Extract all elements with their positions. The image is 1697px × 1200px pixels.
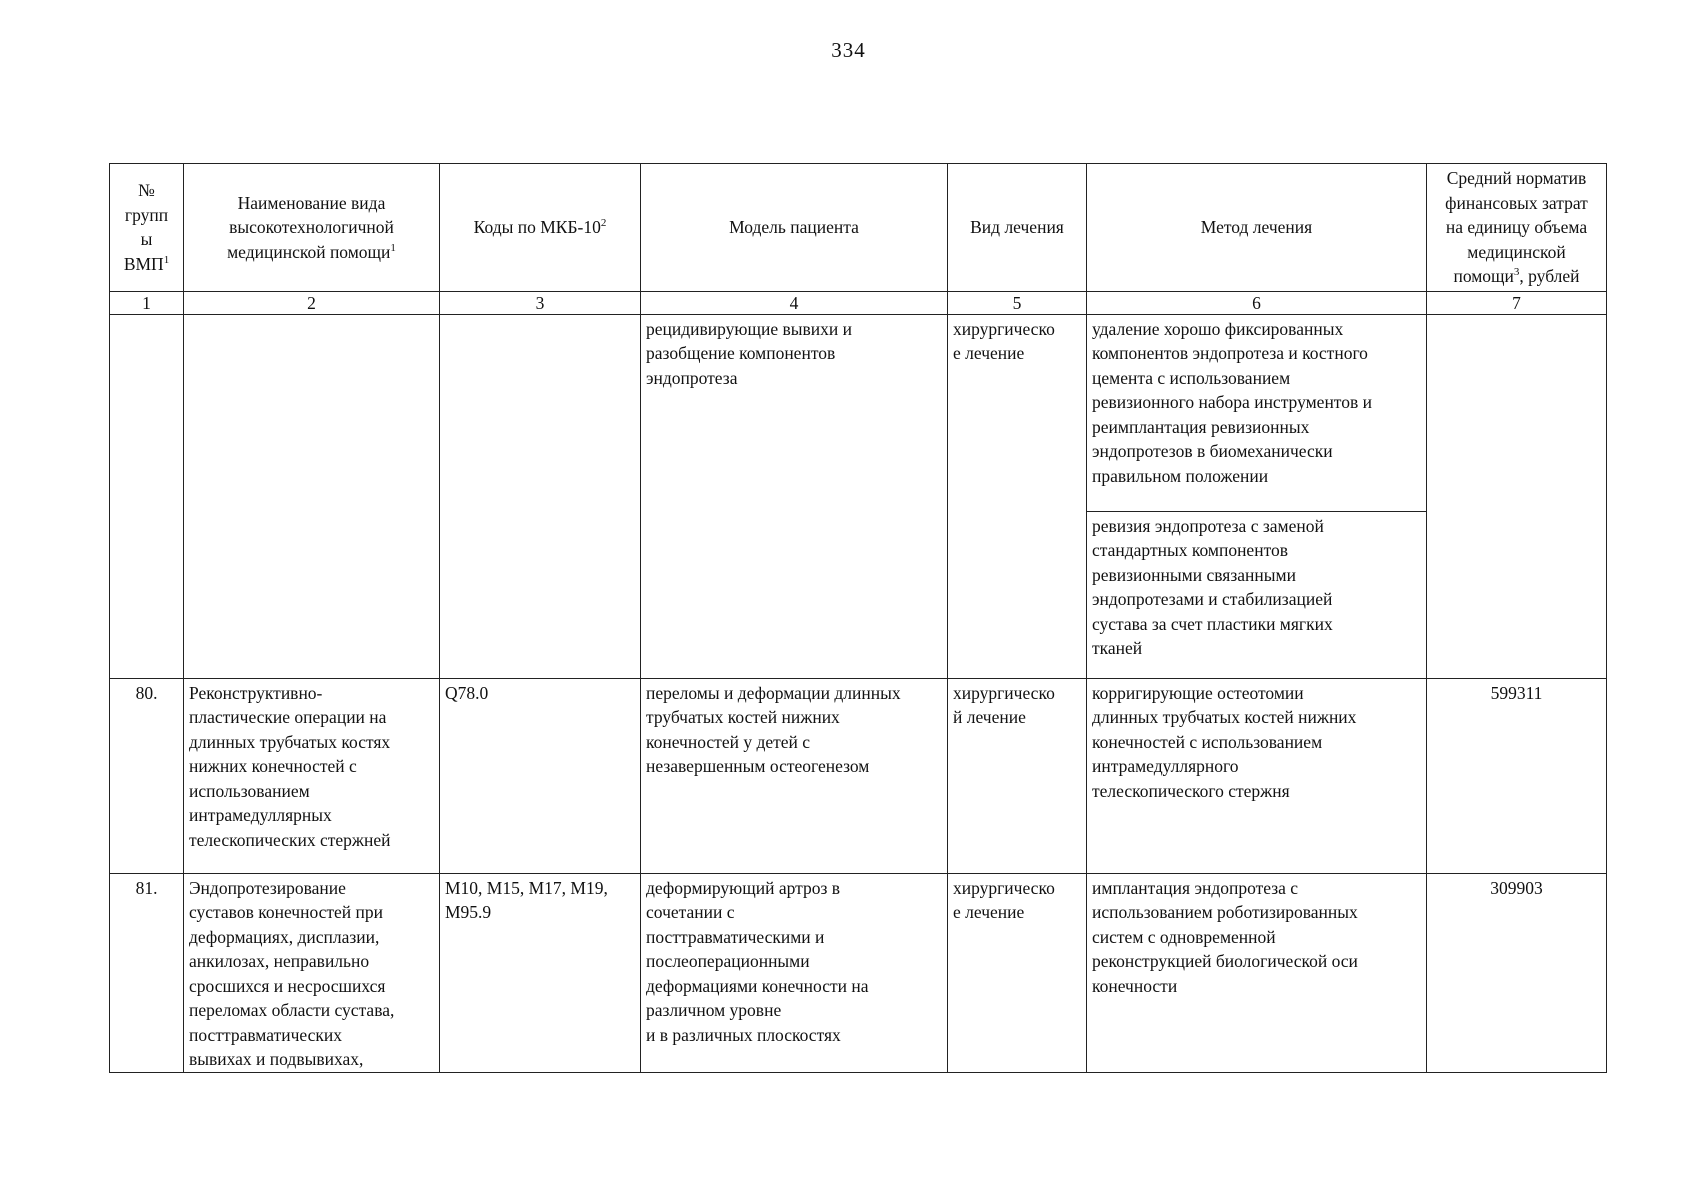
header-care-type-name: Наименование вида высокотехнологичной медицинской помощи$^1$ [184,164,440,292]
cell-treatment-method: корригирующие остеотомии длинных трубчатых костей нижних конечностей с использованием интрамедуллярного телескопического стержня [1087,678,1427,873]
column-number: 1 [110,291,184,314]
header-icd-codes: Коды по МКБ-$10^2$ [440,164,641,292]
table-row-continued [110,314,1607,511]
cell-codes: Q78.0 [440,678,641,873]
vmp-table [109,163,1607,1073]
cell-treatment-method: имплантация эндопротеза с использованием роботизированных систем с одновременной реконструкцией биологической оси конечности [1087,873,1427,1072]
cell-treatment-method: ревизия эндопротеза с заменой стандартных компонентов ревизионными связанными эндопротезами и стабилизацией сустава за счет пластики мягких тканей [1087,511,1427,678]
cell-care-name: Реконструктивно- пластические операции на длинных трубчатых костях нижних конечностей с использованием интрамедуллярных телескопических стержней [184,678,440,873]
cell-treatment-type: хирургическо е лечение [948,873,1087,1072]
column-number: 2 [184,291,440,314]
header-treatment-method: Метод лечения [1087,164,1427,292]
cell-patient-model: деформирующий артроз в сочетании с посттравматическими и послеоперационными деформациями конечности на различном уровне и в различных плоскостях [641,873,948,1072]
cell-patient-model: переломы и деформации длинных трубчатых костей нижних конечностей у детей с незавершенным остеогенезом [641,678,948,873]
column-number: 6 [1087,291,1427,314]
cell-cost: 309903 [1427,873,1607,1072]
table-row [110,678,1607,873]
page-number: 334 [831,38,866,62]
table-row [110,873,1607,1072]
column-number: 5 [948,291,1087,314]
cell-care-name [184,314,440,678]
cell-codes [440,314,641,678]
column-number: 3 [440,291,641,314]
cell-treatment-type: хирургическо е лечение [948,314,1087,678]
cell-treatment-method: удаление хорошо фиксированных компонентов эндопротеза и костного цемента с использованием ревизионного набора инструментов и реимплантация ревизионных эндопротезов в биомеханически правильном положении [1087,314,1427,511]
header-average-cost: Средний норматив финансовых затрат на единицу объема медицинской помощи$^3$, рублей [1427,164,1607,292]
cell-treatment-type: хирургическо й лечение [948,678,1087,873]
header-treatment-type: Вид лечения [948,164,1087,292]
cell-group-number: 81. [110,873,184,1072]
cell-patient-model: рецидивирующие вывихи и разобщение компонентов эндопротеза [641,314,948,678]
header-patient-model: Модель пациента [641,164,948,292]
column-number-row [110,291,1607,314]
cell-group-number [110,314,184,678]
column-number: 7 [1427,291,1607,314]
cell-cost [1427,314,1607,678]
column-number: 4 [641,291,948,314]
cell-group-number: 80. [110,678,184,873]
cell-cost: 599311 [1427,678,1607,873]
cell-care-name: Эндопротезирование суставов конечностей при деформациях, дисплазии, анкилозах, неправильно сросшихся и несросшихся переломах области сустава, посттравматических вывихах и подвывихах, [184,873,440,1072]
header-group-number: № групп ы ВМП$^1$ [110,164,184,292]
cell-codes: M10, M15, M17, M19, M95.9 [440,873,641,1072]
